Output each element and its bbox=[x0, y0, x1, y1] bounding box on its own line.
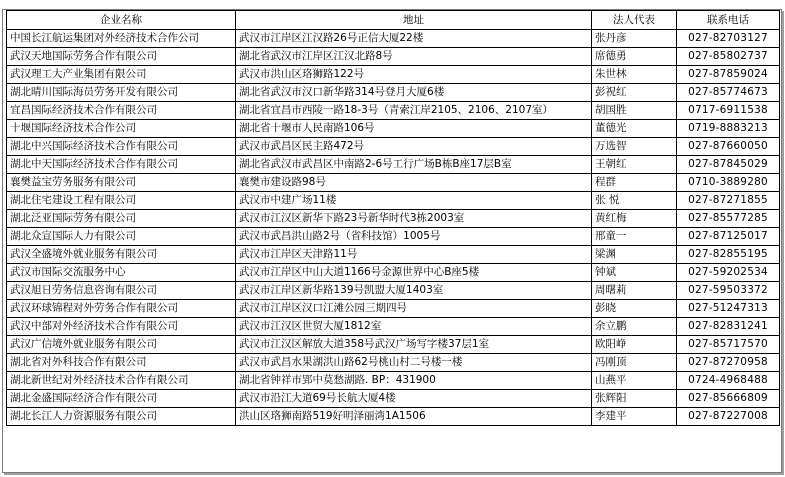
cell-address: 襄樊市建设路98号 bbox=[236, 174, 592, 192]
header-company-name: 企业名称 bbox=[7, 11, 236, 30]
cell-representative: 席德勇 bbox=[592, 48, 677, 66]
table-row bbox=[7, 30, 780, 48]
cell-representative: 万选智 bbox=[592, 138, 677, 156]
table-row bbox=[7, 66, 780, 84]
cell-address: 武汉市洪山区珞狮路122号 bbox=[236, 66, 592, 84]
cell-representative: 王朝红 bbox=[592, 156, 677, 174]
company-directory-table bbox=[6, 10, 780, 426]
cell-phone: 027-87227008 bbox=[677, 408, 780, 426]
cell-company-name: 湖北泛亚国际劳务有限公司 bbox=[7, 210, 236, 228]
cell-company-name: 武汉全盛境外就业服务有限公司 bbox=[7, 246, 236, 264]
cell-address: 武汉市江汉区世贸大厦1812室 bbox=[236, 318, 592, 336]
header-address: 地址 bbox=[236, 11, 592, 30]
table-row bbox=[7, 228, 780, 246]
cell-address: 湖北省武汉市武昌区中南路2-6号工行广场B栋B座17层B室 bbox=[236, 156, 592, 174]
cell-phone: 027-87271855 bbox=[677, 192, 780, 210]
cell-company-name: 襄樊益宝劳务服务有限公司 bbox=[7, 174, 236, 192]
cell-address: 武汉市江岸区天津路11号 bbox=[236, 246, 592, 264]
cell-company-name: 宜昌国际经济技术合作有限公司 bbox=[7, 102, 236, 120]
table-header-row bbox=[7, 11, 780, 30]
cell-company-name: 湖北众宣国际人力有限公司 bbox=[7, 228, 236, 246]
cell-phone: 0719-8883213 bbox=[677, 120, 780, 138]
cell-phone: 027-59202534 bbox=[677, 264, 780, 282]
cell-representative: 黄红梅 bbox=[592, 210, 677, 228]
cell-phone: 027-82831241 bbox=[677, 318, 780, 336]
cell-phone: 027-87859024 bbox=[677, 66, 780, 84]
cell-address: 武汉市江岸区汉口江滩公园三期四号 bbox=[236, 300, 592, 318]
cell-representative: 冯刚顶 bbox=[592, 354, 677, 372]
cell-company-name: 湖北省对外科技合作有限公司 bbox=[7, 354, 236, 372]
cell-representative: 邢童一 bbox=[592, 228, 677, 246]
cell-representative: 张丹彦 bbox=[592, 30, 677, 48]
cell-address: 湖北省武汉市江岸区江汉北路8号 bbox=[236, 48, 592, 66]
cell-company-name: 武汉环球锦程对外劳务合作有限公司 bbox=[7, 300, 236, 318]
cell-company-name: 湖北新世纪对外经济技术合作有限公司 bbox=[7, 372, 236, 390]
cell-phone: 027-87270958 bbox=[677, 354, 780, 372]
cell-address: 湖北省钟祥市郢中莫愁湖路. BP：431900 bbox=[236, 372, 592, 390]
cell-company-name: 中国长江航运集团对外经济技术合作公司 bbox=[7, 30, 236, 48]
table-row bbox=[7, 246, 780, 264]
cell-representative: 山燕平 bbox=[592, 372, 677, 390]
table-row bbox=[7, 300, 780, 318]
cell-phone: 027-87845029 bbox=[677, 156, 780, 174]
cell-representative: 董德光 bbox=[592, 120, 677, 138]
cell-phone: 027-87660050 bbox=[677, 138, 780, 156]
cell-phone: 027-85666809 bbox=[677, 390, 780, 408]
cell-company-name: 十堰国际经济技术合作公司 bbox=[7, 120, 236, 138]
table-row bbox=[7, 174, 780, 192]
cell-phone: 027-85774673 bbox=[677, 84, 780, 102]
cell-company-name: 武汉市国际交流服务中心 bbox=[7, 264, 236, 282]
cell-address: 武汉市武昌洪山路2号（省科技馆）1005号 bbox=[236, 228, 592, 246]
cell-phone: 0724-4968488 bbox=[677, 372, 780, 390]
cell-representative: 朱世林 bbox=[592, 66, 677, 84]
cell-address: 武汉市江汉区解放大道358号武汉广场写字楼37层1室 bbox=[236, 336, 592, 354]
cell-company-name: 武汉理工大产业集团有限公司 bbox=[7, 66, 236, 84]
cell-company-name: 湖北长江人力资源服务有限公司 bbox=[7, 408, 236, 426]
header-legal-representative: 法人代表 bbox=[592, 11, 677, 30]
cell-company-name: 湖北中兴国际经济技术合作有限公司 bbox=[7, 138, 236, 156]
cell-representative: 张 悦 bbox=[592, 192, 677, 210]
cell-phone: 027-85577285 bbox=[677, 210, 780, 228]
table-row bbox=[7, 48, 780, 66]
cell-company-name: 湖北住宅建设工程有限公司 bbox=[7, 192, 236, 210]
table-row bbox=[7, 156, 780, 174]
cell-address: 武汉市江岸区中山大道1166号金源世界中心B座5楼 bbox=[236, 264, 592, 282]
cell-address: 洪山区珞狮南路519好明泽丽湾1A1506 bbox=[236, 408, 592, 426]
table-row bbox=[7, 102, 780, 120]
cell-phone: 027-82855195 bbox=[677, 246, 780, 264]
cell-phone: 027-51247313 bbox=[677, 300, 780, 318]
cell-representative: 欧阳峥 bbox=[592, 336, 677, 354]
table-row bbox=[7, 264, 780, 282]
cell-phone: 027-85802737 bbox=[677, 48, 780, 66]
header-phone: 联系电话 bbox=[677, 11, 780, 30]
cell-address: 武汉市武昌水果湖洪山路62号桃山村二号楼一楼 bbox=[236, 354, 592, 372]
cell-phone: 027-85717570 bbox=[677, 336, 780, 354]
cell-phone: 0710-3889280 bbox=[677, 174, 780, 192]
cell-address: 武汉市武昌区民主路472号 bbox=[236, 138, 592, 156]
cell-representative: 钟斌 bbox=[592, 264, 677, 282]
cell-representative: 胡国胜 bbox=[592, 102, 677, 120]
cell-address: 湖北省武汉市汉口新华路314号登月大厦6楼 bbox=[236, 84, 592, 102]
cell-phone: 0717-6911538 bbox=[677, 102, 780, 120]
cell-phone: 027-59503372 bbox=[677, 282, 780, 300]
cell-company-name: 武汉旭日劳务信息咨询有限公司 bbox=[7, 282, 236, 300]
table-row bbox=[7, 354, 780, 372]
table-row bbox=[7, 210, 780, 228]
cell-address: 武汉市江岸区新华路139号凯盟大厦1403室 bbox=[236, 282, 592, 300]
cell-representative: 梁渊 bbox=[592, 246, 677, 264]
cell-company-name: 武汉中部对外经济技术合作有限公司 bbox=[7, 318, 236, 336]
cell-company-name: 武汉天地国际劳务合作有限公司 bbox=[7, 48, 236, 66]
cell-representative: 周曙莉 bbox=[592, 282, 677, 300]
cell-representative: 李建平 bbox=[592, 408, 677, 426]
cell-address: 武汉市江岸区江汉路26号正信大厦22楼 bbox=[236, 30, 592, 48]
cell-company-name: 湖北金盛国际经济合作有限公司 bbox=[7, 390, 236, 408]
cell-address: 湖北省十堰市人民南路106号 bbox=[236, 120, 592, 138]
cell-address: 武汉市江汉区新华下路23号新华时代3栋2003室 bbox=[236, 210, 592, 228]
cell-company-name: 湖北中天国际经济技术合作有限公司 bbox=[7, 156, 236, 174]
table-row bbox=[7, 390, 780, 408]
table-row bbox=[7, 372, 780, 390]
cell-representative: 余立鹏 bbox=[592, 318, 677, 336]
cell-phone: 027-87125017 bbox=[677, 228, 780, 246]
table-row bbox=[7, 318, 780, 336]
table-row bbox=[7, 84, 780, 102]
cell-representative: 程群 bbox=[592, 174, 677, 192]
cell-representative: 张辉阳 bbox=[592, 390, 677, 408]
table-row bbox=[7, 408, 780, 426]
document-frame bbox=[2, 9, 782, 473]
table-row bbox=[7, 138, 780, 156]
cell-representative: 彭祝红 bbox=[592, 84, 677, 102]
table-row bbox=[7, 282, 780, 300]
cell-representative: 彭晓 bbox=[592, 300, 677, 318]
cell-phone: 027-82703127 bbox=[677, 30, 780, 48]
cell-address: 湖北省宜昌市西陵一路18-3号（青索江岸2105、2106、2107室） bbox=[236, 102, 592, 120]
table-row bbox=[7, 336, 780, 354]
table-row bbox=[7, 120, 780, 138]
cell-address: 武汉市沿江大道69号长航大厦4楼 bbox=[236, 390, 592, 408]
cell-company-name: 武汉广信境外就业服务有限公司 bbox=[7, 336, 236, 354]
cell-company-name: 湖北晴川国际海员劳务开发有限公司 bbox=[7, 84, 236, 102]
table-row bbox=[7, 192, 780, 210]
cell-address: 武汉市中建广场11楼 bbox=[236, 192, 592, 210]
